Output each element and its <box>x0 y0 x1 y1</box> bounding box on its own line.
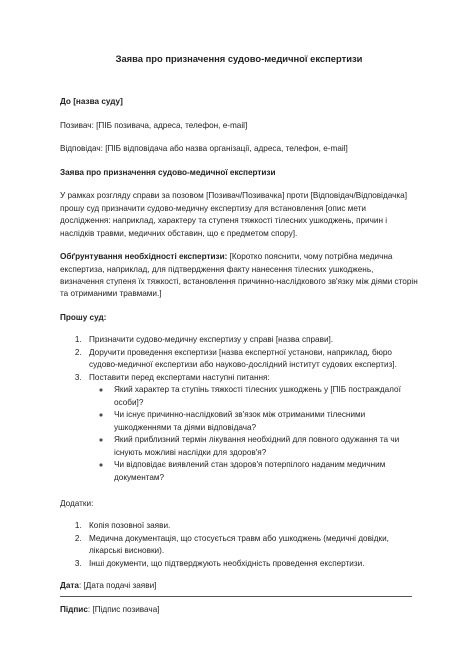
attachments-title: Додатки: <box>60 499 94 509</box>
request-text: Призначити судово-медичну експертизу у справі [назва справи]. <box>89 335 334 345</box>
list-item: 3. Інші документи, що підтверджують необхідність проведення експертизи. <box>84 558 418 570</box>
plaintiff-line <box>60 120 418 132</box>
section-title: Заява про призначення судово-медичної експертизи <box>60 167 276 177</box>
question-list <box>89 384 418 484</box>
date-label: Дата <box>60 581 79 591</box>
list-item: ◦ Чи існує причинно-наслідковий зв'язок між отриманими тілесними ушкодженнями та діями відповідача? <box>111 409 418 434</box>
court-line: До [назва суду] <box>60 97 123 107</box>
defendant-label: Відповідач: <box>60 144 103 154</box>
document-title: Заява про призначення судово-медичної експертизи <box>115 53 363 64</box>
horizontal-rule <box>60 596 412 597</box>
request-text: Поставити перед експертами наступні питання: <box>89 372 270 382</box>
signature-value: : [Підпис позивача] <box>87 604 160 614</box>
list-item: 2. Медична документація, що стосується травм або ушкоджень (медичні довідки, лікарські висновки). <box>84 533 418 558</box>
intro-paragraph: У рамках розгляду справи за позовом [Позивач/Позивачка] проти [Відповідач/Відповідачка] прошу суд призначити судово-медичну експертизу для встановлення [опис мети дослідження: наприклад, характеру та ступеня тяжкості тілесних ушкоджень, причин і наслідків травми, медичних обставин, що є предметом спору]. <box>60 191 407 238</box>
list-item: ◦ Який приблизний термін лікування необхідний для повного одужання та чи існують можливі наслідки для здоров'я? <box>111 434 418 459</box>
justification-paragraph <box>60 251 418 301</box>
list-item: ◦ Чи відповідає виявлений стан здоров'я потерпілого наданим медичним документам? <box>111 459 418 484</box>
request-text: Доручити проведення експертизи [назва експертної установи, наприклад, бюро судово-медичної експертизи або науково-дослідний інститут судових експертиз]. <box>89 347 397 370</box>
defendant-line <box>60 143 418 155</box>
justification-label: Обґрунтування необхідності експертизи: <box>60 252 228 262</box>
list-item <box>84 372 418 484</box>
list-item <box>84 334 418 346</box>
request-title: Прошу суд: <box>60 312 107 322</box>
date-value: : [Дата подачі заяви] <box>78 581 157 591</box>
attachments-list <box>60 520 418 570</box>
justification-text: [Коротко пояснити, чому потрібна медична експертиза, наприклад, для підтвердження факту нанесення тілесних ушкоджень, визначення ступеня їх тяжкості, встановлення причинно-наслідкового зв'язку між діями сторін та отриманими травмами.] <box>60 252 418 299</box>
signature-line <box>60 604 418 616</box>
plaintiff-label: Позивач: <box>60 120 94 130</box>
request-list <box>60 334 418 484</box>
signature-label: Підпис <box>60 604 88 614</box>
list-item <box>84 347 418 372</box>
list-item: 1. Копія позовної заяви. <box>84 520 418 532</box>
list-item: ◦ Який характер та ступінь тяжкості тілесних ушкоджень у [ПІБ постраждалої особи]? <box>111 384 418 409</box>
defendant-value: [ПІБ відповідача або назва організації, адреса, телефон, e-mail] <box>105 144 348 154</box>
date-line <box>60 580 418 592</box>
plaintiff-value: [ПІБ позивача, адреса, телефон, e-mail] <box>96 120 248 130</box>
